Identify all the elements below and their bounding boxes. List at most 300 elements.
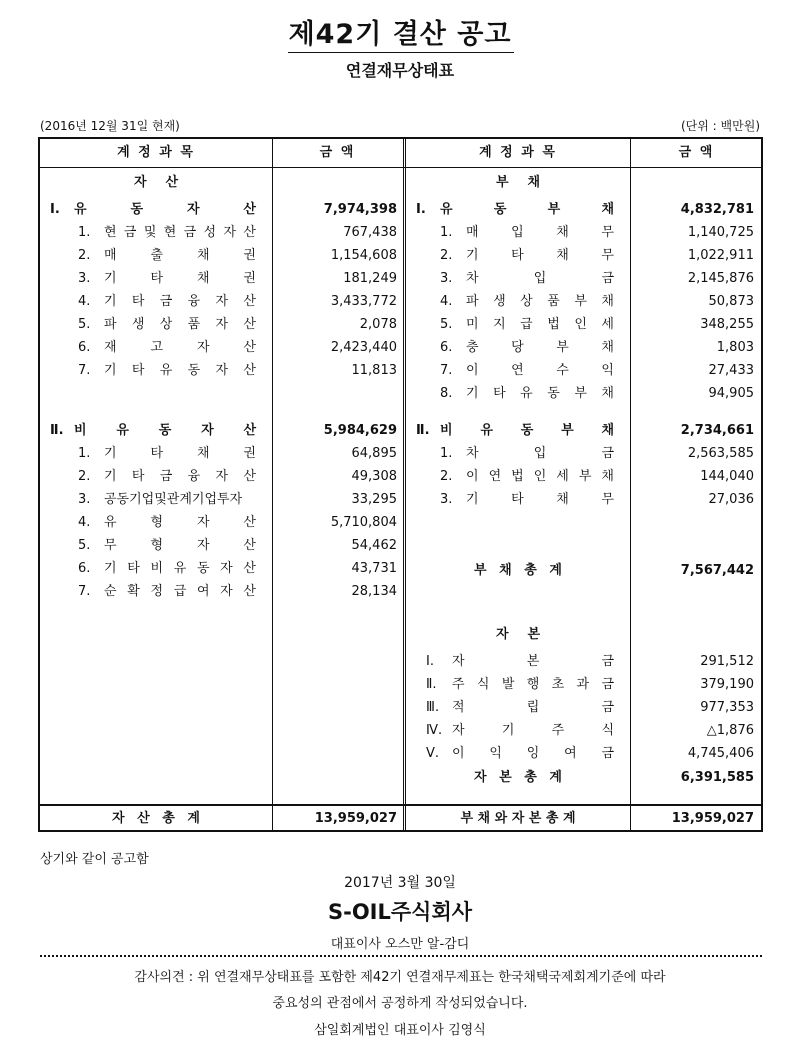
label-char: 금	[601, 700, 614, 715]
liability-item-row	[440, 267, 614, 290]
equity-item-amount: 379,190	[700, 677, 754, 692]
label-char: 당	[511, 340, 524, 355]
label-char: 부	[574, 386, 587, 401]
liability-item-amount: 27,433	[708, 363, 754, 378]
noncurrent-assets-row	[50, 419, 256, 442]
label-char: 금	[183, 225, 197, 240]
item-number: 2.	[78, 248, 91, 263]
equity-item-amount: 977,353	[700, 700, 754, 715]
item-number: 3.	[440, 271, 453, 286]
label-char: 비	[74, 423, 87, 438]
label-char: 채	[196, 271, 210, 286]
header-amount-left: 금 액	[319, 145, 356, 160]
label-char: 주	[452, 677, 465, 692]
liability-item-amount: 1,022,911	[687, 248, 754, 263]
liability-item-row	[440, 313, 614, 336]
liabilities-total-amount: 7,567,442	[680, 563, 754, 578]
label-char: 확	[127, 584, 140, 599]
label-char: 금	[601, 654, 614, 669]
label-char: 파	[466, 294, 479, 309]
asset-item-amount: 767,438	[343, 225, 397, 240]
item-label	[104, 336, 256, 359]
item-label	[104, 465, 256, 488]
equity-item-row	[426, 673, 614, 696]
item-label	[104, 313, 256, 336]
label-char: 금	[159, 294, 173, 309]
label-char: 산	[243, 423, 256, 438]
label-char: 산	[165, 175, 178, 190]
label-char: 인	[574, 317, 587, 332]
label-char: 수	[556, 363, 569, 378]
label-char: 세	[601, 317, 614, 332]
label-char: 부	[574, 294, 587, 309]
item-label	[104, 511, 256, 534]
group-label	[440, 198, 614, 221]
label-char: 법	[511, 469, 524, 484]
current-assets-amount: 7,974,398	[323, 202, 397, 217]
label-char: 순	[104, 584, 117, 599]
label-char: 권	[243, 271, 256, 286]
liability-item-row	[440, 442, 614, 465]
liability-item-amount: 27,036	[708, 492, 754, 507]
liability-item-row	[440, 290, 614, 313]
equity-item-amount: 291,512	[700, 654, 754, 669]
item-label	[466, 336, 614, 359]
roman-numeral: Ⅰ.	[50, 202, 60, 217]
item-label	[104, 534, 256, 557]
label-char: 타	[511, 248, 524, 263]
liability-item-row	[440, 221, 614, 244]
asset-item-amount: 49,308	[351, 469, 397, 484]
label-char: 기	[104, 446, 117, 461]
label-char: 기	[104, 561, 117, 576]
equity-total-label	[406, 766, 630, 789]
item-label	[104, 267, 256, 290]
item-number: 2.	[440, 469, 453, 484]
item-number: Ⅱ.	[426, 677, 437, 692]
label-char: 산	[137, 811, 150, 826]
title-underline	[288, 52, 514, 53]
ceo-name: 대표이사 오스만 알-감디	[330, 937, 470, 952]
label-char: 출	[150, 248, 164, 263]
notice-statement: 상기와 같이 공고함	[40, 852, 149, 867]
asset-item-row	[78, 511, 256, 534]
equity-item-amount: △1,876	[706, 723, 754, 738]
liability-item-amount: 348,255	[700, 317, 754, 332]
equity-total-amount: 6,391,585	[680, 770, 754, 785]
equity-item-row	[426, 650, 614, 673]
label-char: 이	[452, 746, 465, 761]
label-char: 형	[150, 515, 164, 530]
dotted-divider	[40, 955, 762, 957]
asset-item-row	[78, 244, 256, 267]
label-char: 미	[466, 317, 479, 332]
item-number: 1.	[78, 225, 91, 240]
item-label	[452, 696, 614, 719]
equity-item-row	[426, 742, 614, 765]
item-label	[104, 580, 256, 603]
liability-item-amount: 1,803	[716, 340, 754, 355]
asset-item-row	[78, 465, 256, 488]
label-char: 타	[131, 469, 145, 484]
item-number: 3.	[78, 271, 91, 286]
liability-item-amount: 50,873	[708, 294, 754, 309]
label-char: 유	[74, 202, 87, 217]
column-divider	[630, 139, 631, 830]
label-char: 채	[196, 248, 210, 263]
label-char: 타	[150, 271, 164, 286]
item-label	[104, 488, 256, 511]
label-char: 자	[201, 423, 214, 438]
label-char: 기	[104, 469, 117, 484]
liability-item-row	[440, 359, 614, 382]
audit-opinion-line-2: 중요성의 관점에서 공정하게 작성되었습니다.	[272, 996, 528, 1011]
item-number: 8.	[440, 386, 453, 401]
label-char: 동	[158, 423, 172, 438]
page-subtitle: 연결재무상태표	[345, 61, 455, 80]
label-char: 익	[489, 746, 502, 761]
label-char: 자	[196, 515, 210, 530]
label-char: 산	[243, 515, 256, 530]
equity-total-label-text	[474, 766, 562, 789]
item-number: 1.	[440, 225, 453, 240]
label-char: 생	[131, 317, 145, 332]
label-char: 금	[601, 446, 614, 461]
label-char: 금	[159, 469, 173, 484]
label-char: 동	[130, 202, 144, 217]
item-number: 5.	[440, 317, 453, 332]
label-char: 채	[601, 386, 614, 401]
label-char: 동	[493, 202, 507, 217]
item-label	[452, 719, 614, 742]
label-char: 충	[466, 340, 479, 355]
assets-total-label	[40, 807, 272, 830]
label-char: 본	[499, 770, 512, 785]
item-number: 1.	[78, 446, 91, 461]
noncurrent-assets-amount: 5,984,629	[323, 423, 397, 438]
item-label	[466, 488, 614, 511]
label-char: 자	[452, 654, 465, 669]
equity-section-title-text	[496, 623, 540, 646]
label-char: 식	[476, 677, 490, 692]
label-char: 법	[547, 317, 560, 332]
asset-item-amount: 33,295	[351, 492, 397, 507]
liab-equity-total-amount: 13,959,027	[671, 811, 754, 826]
current-liabilities-row	[416, 198, 614, 221]
label-char: 채	[556, 492, 569, 507]
label-char: 무	[601, 492, 614, 507]
liabilities-section-title	[406, 171, 630, 194]
asset-item-row	[78, 442, 256, 465]
asset-item-amount: 2,423,440	[330, 340, 397, 355]
label-char: 기	[466, 386, 479, 401]
label-char: 동	[187, 363, 201, 378]
label-char: 기	[501, 723, 515, 738]
item-label	[104, 557, 256, 580]
liabilities-section-title-text	[496, 171, 540, 194]
item-number: Ⅲ.	[426, 700, 440, 715]
group-label	[440, 419, 614, 442]
group-label	[74, 198, 256, 221]
label-char: 산	[243, 584, 256, 599]
item-label	[452, 650, 614, 673]
label-char: 비	[150, 561, 164, 576]
label-char: 부	[556, 340, 569, 355]
label-char: 융	[187, 469, 201, 484]
column-divider	[272, 139, 273, 830]
liability-item-amount: 94,905	[708, 386, 754, 401]
item-number: Ⅴ.	[426, 746, 440, 761]
asset-item-row	[78, 580, 256, 603]
label-char: 동	[547, 386, 560, 401]
label-char: 금	[601, 271, 614, 286]
asset-item-amount: 28,134	[351, 584, 397, 599]
label-char: 공동기업및관계기업투자	[104, 492, 243, 507]
assets-section-title-text	[134, 171, 178, 194]
label-char: 인	[533, 469, 547, 484]
label-char: 채	[601, 469, 614, 484]
header-account-right: 계 정 과 목	[479, 145, 557, 160]
label-char: 기	[466, 492, 479, 507]
label-char: 정	[150, 584, 164, 599]
label-char: 유	[159, 363, 173, 378]
label-char: 현	[104, 225, 117, 240]
liability-item-amount: 2,145,876	[687, 271, 754, 286]
roman-numeral: Ⅱ.	[416, 423, 430, 438]
label-char: 부	[474, 563, 487, 578]
asset-item-amount: 181,249	[343, 271, 397, 286]
label-char: 자	[215, 317, 229, 332]
label-char: 부	[547, 202, 561, 217]
label-char: 총	[524, 563, 537, 578]
label-char: 차	[466, 271, 479, 286]
label-char: 자	[196, 538, 210, 553]
label-char: 상	[520, 294, 533, 309]
item-label	[466, 313, 614, 336]
item-number: 7.	[78, 363, 91, 378]
company-name: S-OIL주식회사	[327, 900, 473, 924]
label-char: 채	[196, 446, 210, 461]
label-char: 산	[243, 225, 256, 240]
roman-numeral: Ⅱ.	[50, 423, 64, 438]
label-char: 산	[243, 469, 256, 484]
announcement-date: 2017년 3월 30일	[344, 875, 456, 891]
item-number: 6.	[440, 340, 453, 355]
label-char: 융	[187, 294, 201, 309]
label-char: 산	[243, 363, 256, 378]
item-number: 7.	[78, 584, 91, 599]
item-label	[466, 244, 614, 267]
liability-item-amount: 1,140,725	[687, 225, 754, 240]
asset-item-row	[78, 336, 256, 359]
label-char: 유	[104, 515, 117, 530]
item-number: 4.	[78, 294, 91, 309]
label-char: 유	[480, 423, 493, 438]
item-number: 2.	[78, 469, 91, 484]
label-char: 재	[104, 340, 117, 355]
label-char: 자	[112, 811, 125, 826]
label-char: 기	[104, 294, 117, 309]
label-char: 산	[243, 202, 256, 217]
label-char: 초	[551, 677, 565, 692]
item-number: 5.	[78, 317, 91, 332]
asset-item-amount: 11,813	[351, 363, 397, 378]
label-char: 유	[173, 561, 187, 576]
label-char: 유	[520, 386, 533, 401]
label-char: 주	[551, 723, 565, 738]
label-char: 본	[526, 654, 540, 669]
label-char: 계	[187, 811, 200, 826]
header-divider	[40, 167, 761, 168]
noncurrent-liabilities-row	[416, 419, 614, 442]
label-char: 동	[520, 423, 534, 438]
label-char: 차	[466, 446, 479, 461]
current-assets-row	[50, 198, 256, 221]
label-char: 본	[527, 627, 540, 642]
item-number: 6.	[78, 561, 91, 576]
label-char: 적	[452, 700, 465, 715]
label-char: 행	[526, 677, 540, 692]
label-char: 권	[243, 446, 256, 461]
liability-item-row	[440, 336, 614, 359]
equity-item-row	[426, 696, 614, 719]
item-number: 7.	[440, 363, 453, 378]
label-char: 현	[163, 225, 177, 240]
item-number: Ⅳ.	[426, 723, 443, 738]
label-char: 자	[223, 225, 236, 240]
equity-item-row	[426, 719, 614, 742]
label-char: 채	[499, 563, 512, 578]
label-char: 자	[134, 175, 147, 190]
header-account-left: 계 정 과 목	[117, 145, 195, 160]
assets-total-amount: 13,959,027	[314, 811, 397, 826]
label-char: 계	[549, 563, 562, 578]
asset-item-amount: 3,433,772	[330, 294, 397, 309]
label-char: 연	[488, 469, 502, 484]
label-char: 산	[243, 317, 256, 332]
label-char: 금	[601, 746, 614, 761]
label-char: 이	[466, 469, 479, 484]
equity-item-amount: 4,745,406	[687, 746, 754, 761]
item-label	[466, 267, 614, 290]
item-label	[466, 359, 614, 382]
liability-item-amount: 2,563,585	[687, 446, 754, 461]
label-char: 산	[243, 340, 256, 355]
label-char: 타	[131, 363, 145, 378]
header-amount-right: 금 액	[678, 145, 715, 160]
label-char: 동	[196, 561, 210, 576]
label-char: 연	[511, 363, 524, 378]
label-char: 채	[556, 248, 569, 263]
item-label	[452, 673, 614, 696]
label-char: 타	[127, 561, 140, 576]
page-title: 제42기 결산 공고	[288, 19, 512, 50]
total-divider	[40, 804, 761, 806]
center-divider	[403, 139, 406, 830]
liability-item-amount: 144,040	[700, 469, 754, 484]
item-label	[104, 442, 256, 465]
label-char: 식	[601, 723, 614, 738]
label-char: 기	[104, 271, 117, 286]
label-char: 타	[511, 492, 524, 507]
label-char: 총	[162, 811, 175, 826]
equity-section-title	[406, 623, 630, 646]
asset-item-amount: 1,154,608	[330, 248, 397, 263]
auditor-name: 삼일회계법인 대표이사 김영식	[314, 1023, 486, 1038]
label-char: 지	[493, 317, 506, 332]
label-char: 품	[187, 317, 201, 332]
asset-item-row	[78, 488, 256, 511]
label-char: 자	[215, 469, 229, 484]
label-char: 부	[578, 469, 592, 484]
asset-item-row	[78, 359, 256, 382]
item-number: 2.	[440, 248, 453, 263]
label-char: 금	[123, 225, 137, 240]
label-char: 무	[104, 538, 117, 553]
label-char: 상	[159, 317, 173, 332]
label-char: 채	[601, 340, 614, 355]
item-label	[104, 290, 256, 313]
label-char: 유	[440, 202, 453, 217]
label-char: 채	[601, 423, 614, 438]
asset-item-row	[78, 267, 256, 290]
liability-item-row	[440, 382, 614, 405]
label-char: 성	[203, 225, 217, 240]
assets-section-title	[40, 171, 272, 194]
label-char: 자	[496, 627, 509, 642]
asset-item-amount: 5,710,804	[330, 515, 397, 530]
liability-item-row	[440, 465, 614, 488]
asset-item-row	[78, 557, 256, 580]
label-char: 매	[466, 225, 479, 240]
unit-label: (단위 : 백만원)	[681, 119, 760, 133]
label-char: 자	[220, 561, 233, 576]
item-label	[466, 465, 614, 488]
label-char: 타	[493, 386, 506, 401]
label-char: 계	[549, 770, 562, 785]
label-char: 자	[186, 202, 200, 217]
label-char: 부	[561, 423, 574, 438]
asset-item-row	[78, 534, 256, 557]
liabilities-total-label-text	[474, 559, 562, 582]
label-char: 채	[601, 294, 614, 309]
noncurrent-liabilities-amount: 2,734,661	[680, 423, 754, 438]
liab-equity-total-label: 부 채 와 자 본 총 계	[460, 811, 576, 826]
item-number: 1.	[440, 446, 453, 461]
label-char: 무	[601, 225, 614, 240]
asset-item-amount: 64,895	[351, 446, 397, 461]
label-char: 세	[556, 469, 569, 484]
label-char: 이	[466, 363, 479, 378]
liability-item-row	[440, 244, 614, 267]
liabilities-total-label	[406, 559, 630, 582]
label-char: 과	[576, 677, 590, 692]
label-char: 입	[533, 446, 547, 461]
label-char: 기	[104, 363, 117, 378]
label-char: 무	[601, 248, 614, 263]
item-label	[466, 290, 614, 313]
asset-item-amount: 43,731	[351, 561, 397, 576]
label-char: 품	[547, 294, 560, 309]
label-char: 자	[196, 340, 210, 355]
item-number: 3.	[440, 492, 453, 507]
label-char: 생	[493, 294, 506, 309]
label-char: 자	[215, 294, 229, 309]
label-char: 자	[220, 584, 233, 599]
label-char: 채	[527, 175, 540, 190]
label-char: 비	[440, 423, 453, 438]
audit-opinion-line-1: 감사의견 : 위 연결재무상태표를 포함한 제42기 연결재무제표는 한국채택국제회계기준에 따라	[134, 970, 666, 985]
